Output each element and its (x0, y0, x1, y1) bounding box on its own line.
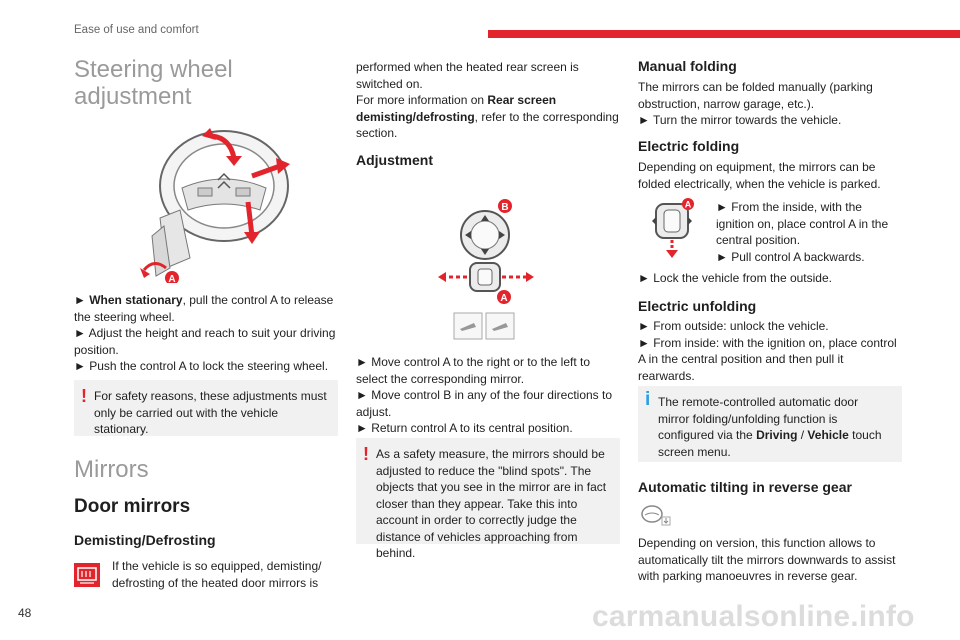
header-accent-bar (488, 30, 960, 38)
info-note: i The remote-controlled automatic door mirror folding/unfolding function is configured via the Driving / Vehicle touch screen menu. (638, 386, 902, 462)
auto-tilt-desc: Depending on version, this function allows to automatically tilt the mirrors downwards to assist with parking manoeuvres in reverse gear. (638, 536, 896, 583)
fig-label-a: A (168, 274, 176, 283)
info-icon: i (645, 389, 651, 410)
electric-folding-steps (716, 199, 902, 265)
auto-tilt-heading: Automatic tilting in reverse gear (638, 479, 852, 495)
rear-screen-ref: For more information on Rear screen demisting/defrosting, refer to the corresponding section. (356, 93, 619, 140)
rear-screen-cont: performed when the heated rear screen is switched on. (356, 60, 579, 91)
mirrors-title: Mirrors (74, 456, 149, 483)
adjust-step-3: ► Return control A to its central position. (356, 421, 573, 435)
steering-steps (74, 292, 340, 375)
ef-step-1: ► From the inside, with the ignition on, place control A in the central position. (716, 200, 889, 247)
demist-icon (74, 563, 100, 587)
unfold-step-1: ► From outside: unlock the vehicle. (638, 319, 829, 333)
label-b: B (501, 202, 509, 213)
page-number: 48 (18, 606, 32, 620)
steering-step-1: ► When stationary, pull the control A to release the steering wheel. (74, 293, 334, 324)
adjust-step-1: ► Move control A to the right or to the left to select the corresponding mirror. (356, 355, 591, 386)
watermark: carmanualsonline.info (592, 600, 915, 633)
fold-control-illustration (650, 198, 698, 260)
label-a: A (500, 293, 508, 304)
electric-unfolding-heading: Electric unfolding (638, 298, 757, 314)
mirror-warning-note: ! As a safety measure, the mirrors should be adjusted to reduce the "blind spots". The objects that you see in the mirror are in fact closer than they appear. Take this into account in order to correctly judge the distance of vehicles approaching from behind. (356, 438, 620, 544)
door-mirrors-heading: Door mirrors (74, 496, 191, 517)
manual-folding-desc: The mirrors can be folded manually (parking obstruction, narrow garage, etc.). (638, 80, 873, 111)
mirror-tilt-icon (640, 503, 672, 527)
demisting-heading: Demisting/Defrosting (74, 531, 216, 548)
mirrors-section (74, 456, 340, 548)
fold-label-a: A (684, 199, 692, 210)
adjustment-heading: Adjustment (356, 152, 433, 168)
steering-wheel-illustration (140, 118, 300, 283)
unfold-step-2: ► From inside: with the ignition on, place control A in the central position and then pull it rearwards. (638, 335, 897, 383)
steering-step-2: ► Adjust the height and reach to suit your driving position. (74, 326, 336, 357)
steering-step-3: ► Push the control A to lock the steering wheel. (74, 359, 329, 373)
electric-folding-heading: Electric folding (638, 138, 740, 154)
warning-icon: ! (363, 444, 369, 464)
mirror-controls-illustration (438, 195, 538, 345)
column-2-intro (356, 59, 622, 142)
manual-folding-text (638, 79, 902, 129)
electric-unfolding-steps (638, 318, 902, 384)
adjust-step-2: ► Move control B in any of the four directions to adjust. (356, 388, 613, 419)
adjustment-steps (356, 354, 622, 437)
warning-icon: ! (81, 386, 87, 406)
ef-step-2: ► Pull control A backwards. (716, 249, 865, 264)
electric-folding-desc: Depending on equipment, the mirrors can be folded electrically, when the vehicle is parked. (638, 160, 881, 191)
steering-title: Steering wheel adjustment (74, 56, 233, 110)
section-header: Ease of use and comfort (74, 24, 199, 36)
steering-warning-note: ! For safety reasons, these adjustments must only be carried out with the vehicle stationary. (74, 380, 338, 436)
demisting-text: If the vehicle is so equipped, demisting/ defrosting of the heated door mirrors is (112, 559, 322, 590)
manual-folding-heading: Manual folding (638, 58, 737, 74)
manual-folding-step: ► Turn the mirror towards the vehicle. (638, 113, 842, 127)
ef-step-3: ► Lock the vehicle from the outside. (638, 271, 832, 285)
column-1 (74, 56, 336, 110)
